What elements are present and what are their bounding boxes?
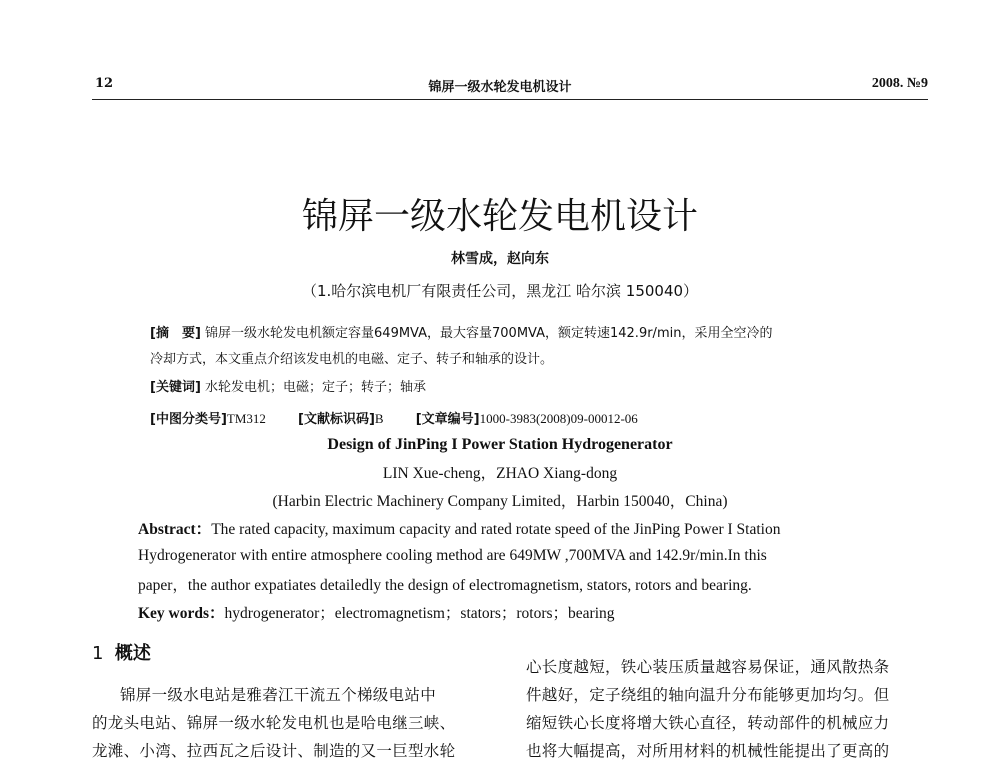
section-number: 1	[92, 643, 104, 664]
doc-code-value: B	[374, 411, 384, 426]
header-rule	[92, 99, 928, 100]
abstract-label: Abstract：	[138, 521, 212, 538]
article-number-value: 1000-3983(2008)09-00012-06	[479, 411, 638, 426]
abstract-cn-line2: 冷却方式，本文重点介绍该发电机的电磁、定子、转子和轴承的设计。	[150, 352, 554, 367]
section-heading	[92, 639, 151, 665]
affiliation: （1.哈尔滨电机厂有限责任公司，黑龙江 哈尔滨 150040）	[301, 282, 699, 300]
abstract-line1: The rated capacity, maximum capacity and rated rotate speed of the JinPing Power I Station	[211, 521, 781, 538]
right-col-line: 缩短铁心长度将增大铁心直径，转动部件的机械应力	[526, 714, 890, 732]
left-col-line: 锦屏一级水电站是雅砻江干流五个梯级电站中	[120, 686, 437, 704]
right-col-line: 件越好，定子绕组的轴向温升分布能够更加均匀。但	[526, 686, 890, 704]
abstract-cn-label: [摘 要]	[150, 326, 201, 341]
abstract-cn-line1: 锦屏一级水轮发电机额定容量649MVA，最大容量700MVA，额定转速142.9r/min，采用全空冷的	[205, 326, 773, 341]
english-title: Design of JinPing I Power Station Hydrogenerator	[327, 436, 673, 453]
paper-title: 锦屏一级水轮发电机设计	[301, 196, 698, 237]
issue-number: 2008. №9	[871, 76, 928, 91]
left-col-line: 龙滩、小湾、拉西瓦之后设计、制造的又一巨型水轮	[92, 742, 456, 760]
left-col-line: 的龙头电站、锦屏一级水轮发电机也是哈电继三峡、	[92, 714, 456, 732]
keywords-cn: 水轮发电机；电磁；定子；转子；轴承	[205, 380, 427, 395]
authors: 林雪成，赵向东	[451, 251, 549, 267]
keywords: hydrogenerator；electromagnetism；stators；rotors；bearing	[224, 605, 615, 622]
section-title: 概述	[114, 643, 151, 664]
abstract-line2: Hydrogenerator with entire atmosphere cooling method are 649MW ,700MVA and 142.9r/min.In this	[138, 547, 767, 564]
english-affiliation: (Harbin Electric Machinery Company Limited，Harbin 150040，China)	[272, 493, 728, 510]
keywords-label: Key words：	[138, 605, 225, 622]
clc-value: TM312	[226, 411, 266, 426]
english-authors: LIN Xue-cheng，ZHAO Xiang-dong	[382, 465, 618, 482]
page-number: 12	[95, 76, 114, 91]
article-number-label: [文章编号]	[415, 412, 480, 427]
right-col-line: 心长度越短，铁心装压质量越容易保证，通风散热条	[526, 658, 890, 676]
doc-code-label: [文献标识码]	[298, 412, 375, 427]
running-title: 锦屏一级水轮发电机设计	[428, 80, 572, 95]
keywords-cn-label: [关键词]	[150, 380, 201, 395]
right-col-line: 也将大幅提高，对所用材料的机械性能提出了更高的	[526, 742, 890, 760]
abstract-line3: paper，the author expatiates detailedly the design of electromagnetism, stators, rotors and bearing.	[138, 577, 752, 594]
clc-label: [中图分类号]	[150, 412, 227, 427]
